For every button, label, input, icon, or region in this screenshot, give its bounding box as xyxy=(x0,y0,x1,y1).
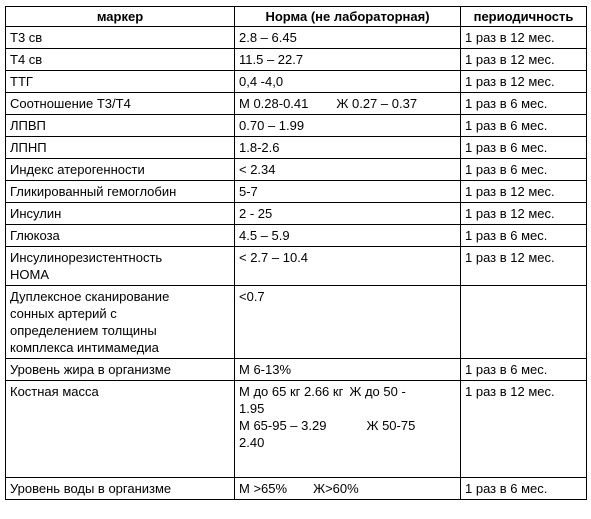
cell-norm: 2.8 – 6.45 xyxy=(235,27,461,49)
table-row-cut xyxy=(6,500,587,501)
cell-period: 1 раз в 12 мес. xyxy=(461,181,587,203)
table-row xyxy=(6,137,587,159)
cell-period xyxy=(461,286,587,359)
norm-line xyxy=(239,417,456,434)
cell-marker: Индекс атерогенности xyxy=(6,159,235,181)
cell-norm: 5-7 xyxy=(235,181,461,203)
norm-male: М 0.28-0.41 xyxy=(239,96,309,111)
table-row xyxy=(6,225,587,247)
cell-period: 1 раз в 12 мес. xyxy=(461,203,587,225)
table-row xyxy=(6,181,587,203)
marker-line: определением толщины xyxy=(10,323,157,338)
marker-line: Дуплексное сканирование xyxy=(10,289,170,304)
header-marker: маркер xyxy=(6,7,235,27)
table-row xyxy=(6,49,587,71)
cell-marker: ТТГ xyxy=(6,71,235,93)
table-row xyxy=(6,93,587,115)
table-row xyxy=(6,71,587,93)
cell-period: 1 раз в 6 мес. xyxy=(461,115,587,137)
cell-empty xyxy=(461,500,587,501)
header-norm: Норма (не лабораторная) xyxy=(235,7,461,27)
norm-male: М до 65 кг 2.66 кг xyxy=(239,384,344,399)
table-row xyxy=(6,27,587,49)
table-row xyxy=(6,381,587,478)
cell-norm: 2 - 25 xyxy=(235,203,461,225)
cell-norm: 0,4 -4,0 xyxy=(235,71,461,93)
cell-marker: Костная масса xyxy=(6,381,235,478)
cell-marker: Соотношение Т3/Т4 xyxy=(6,93,235,115)
document-page xyxy=(5,6,587,500)
cell-empty xyxy=(235,500,461,501)
table-row xyxy=(6,286,587,359)
norm-line: 1.95 xyxy=(239,401,265,416)
norm-male: М >65% xyxy=(239,481,288,496)
cell-period: 1 раз в 6 мес. xyxy=(461,359,587,381)
cell-norm xyxy=(235,478,461,500)
norm-line xyxy=(239,383,456,400)
table-row xyxy=(6,203,587,225)
cell-empty xyxy=(6,500,235,501)
cell-marker: Уровень воды в организме xyxy=(6,478,235,500)
cell-period: 1 раз в 12 мес. xyxy=(461,247,587,286)
marker-line: Инсулинорезистентность xyxy=(10,250,163,265)
cell-marker xyxy=(6,286,235,359)
cell-norm xyxy=(235,381,461,478)
cell-marker: Глюкоза xyxy=(6,225,235,247)
cell-norm: < 2.34 xyxy=(235,159,461,181)
cell-period: 1 раз в 12 мес. xyxy=(461,381,587,478)
cell-marker xyxy=(6,247,235,286)
norm-male: М 65-95 – 3.29 xyxy=(239,418,327,433)
cell-norm: 11.5 – 22.7 xyxy=(235,49,461,71)
cell-norm xyxy=(235,93,461,115)
norm-female: Ж>60% xyxy=(313,481,359,496)
norm-female: Ж 0.27 – 0.37 xyxy=(336,96,418,111)
table-row xyxy=(6,359,587,381)
table-row xyxy=(6,159,587,181)
norm-female: Ж 50-75 xyxy=(366,418,416,433)
cell-period: 1 раз в 12 мес. xyxy=(461,27,587,49)
table-row xyxy=(6,478,587,500)
markers-table xyxy=(5,6,587,500)
cell-norm: <0.7 xyxy=(235,286,461,359)
header-period: периодичность xyxy=(461,7,587,27)
cell-marker: Т3 св xyxy=(6,27,235,49)
cell-marker: Т4 св xyxy=(6,49,235,71)
table-row xyxy=(6,115,587,137)
cell-period: 1 раз в 6 мес. xyxy=(461,137,587,159)
cell-marker: ЛПНП xyxy=(6,137,235,159)
cell-norm: М 6-13% xyxy=(235,359,461,381)
cell-marker: ЛПВП xyxy=(6,115,235,137)
cell-norm: 1.8-2.6 xyxy=(235,137,461,159)
cell-period: 1 раз в 12 мес. xyxy=(461,71,587,93)
marker-line: сонных артерий с xyxy=(10,306,117,321)
cell-norm: < 2.7 – 10.4 xyxy=(235,247,461,286)
cell-marker: Гликированный гемоглобин xyxy=(6,181,235,203)
cell-marker: Уровень жира в организме xyxy=(6,359,235,381)
norm-female: Ж до 50 - xyxy=(349,384,406,399)
cell-norm: 0.70 – 1.99 xyxy=(235,115,461,137)
cell-marker: Инсулин xyxy=(6,203,235,225)
cell-period: 1 раз в 6 мес. xyxy=(461,478,587,500)
norm-line: 2.40 xyxy=(239,435,265,450)
cell-period: 1 раз в 12 мес. xyxy=(461,49,587,71)
table-header-row xyxy=(6,7,587,27)
cell-period: 1 раз в 6 мес. xyxy=(461,159,587,181)
cell-norm: 4.5 – 5.9 xyxy=(235,225,461,247)
marker-line: комплекса интимамедиа xyxy=(10,340,159,355)
cell-period: 1 раз в 6 мес. xyxy=(461,93,587,115)
marker-line: НОМА xyxy=(10,267,49,282)
table-row xyxy=(6,247,587,286)
cell-period: 1 раз в 6 мес. xyxy=(461,225,587,247)
